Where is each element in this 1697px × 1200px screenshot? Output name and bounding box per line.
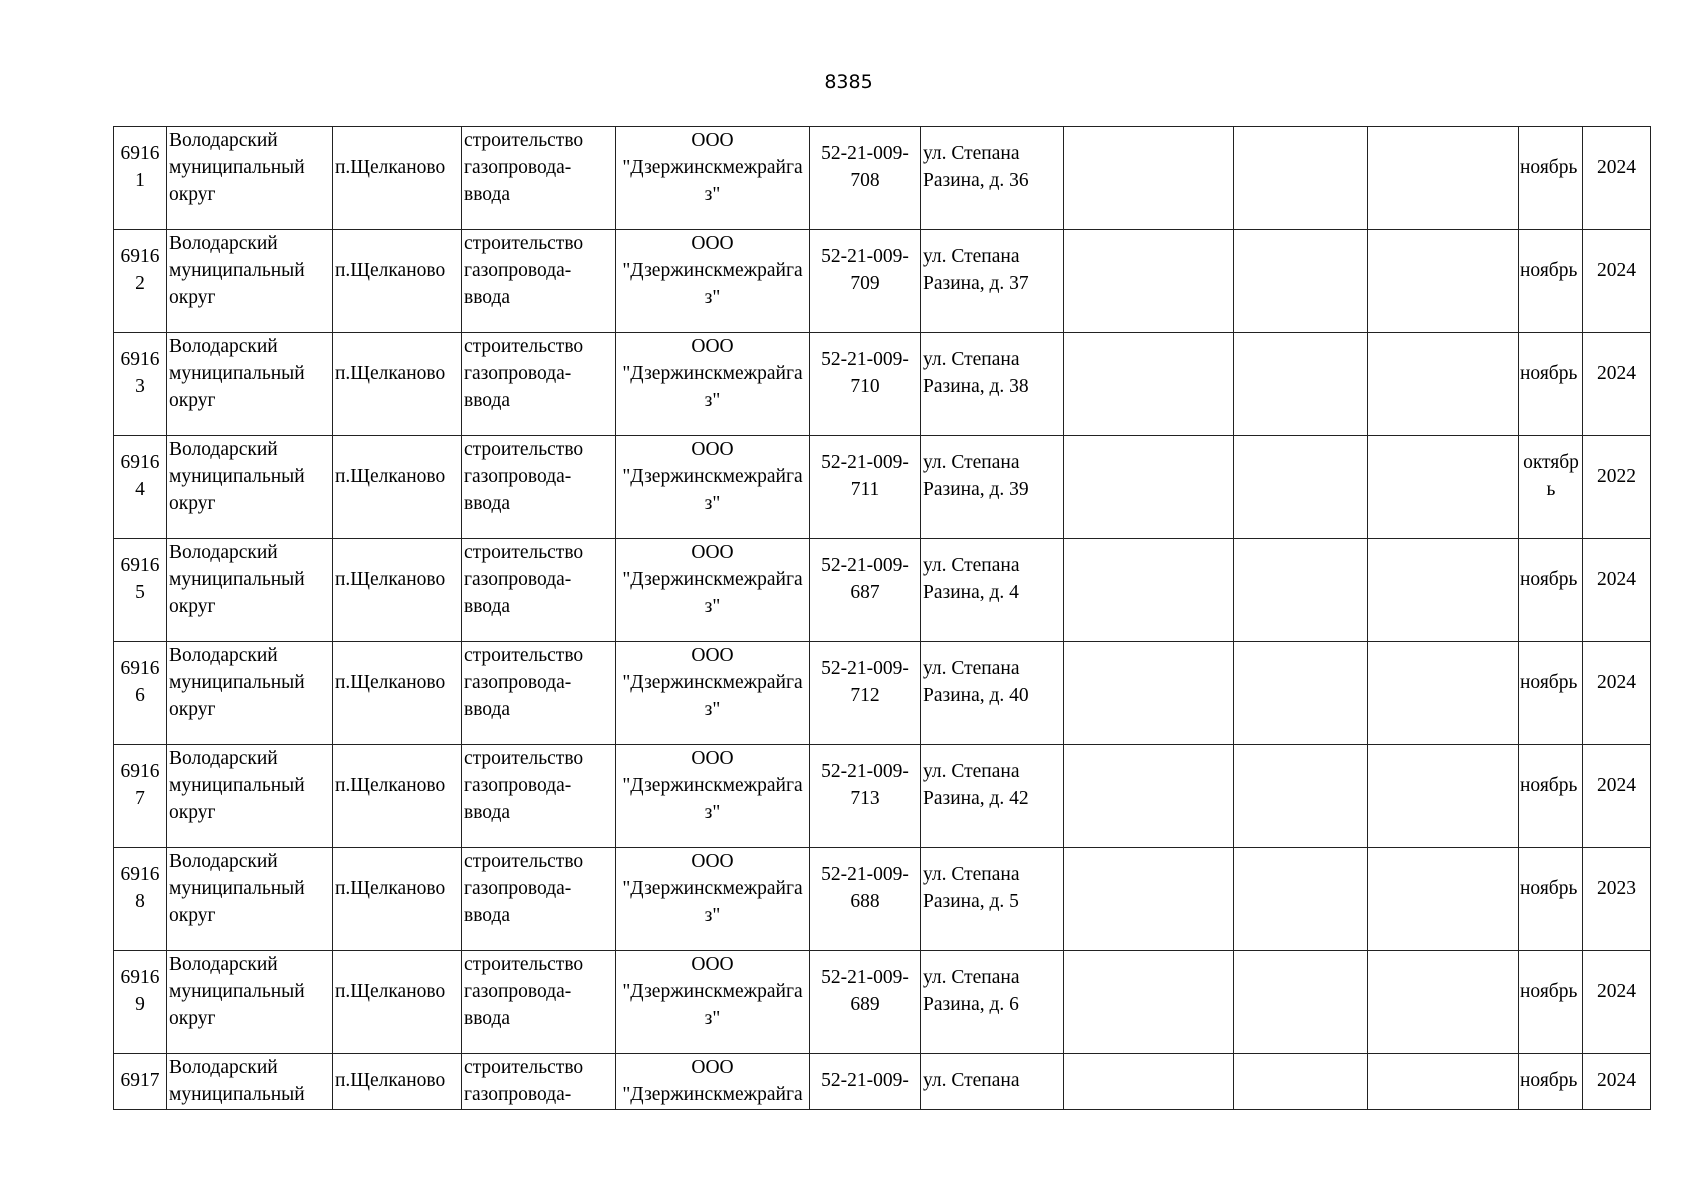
empty-cell — [1234, 333, 1368, 436]
work-type-cell-line: ввода — [464, 493, 511, 514]
year-cell: 2024 — [1583, 1054, 1651, 1110]
address-cell-line: Разина, д. 37 — [923, 273, 1029, 294]
district-cell-line: округ — [169, 390, 216, 411]
object-code-cell-line: 52-21-009- — [821, 864, 909, 885]
address-cell-line: ул. Степана — [923, 246, 1020, 267]
organization-cell-line: з" — [704, 184, 721, 205]
address-cell — [921, 539, 1064, 642]
row-number-cell — [114, 848, 167, 951]
district-cell-line: муниципальный — [169, 981, 305, 1002]
work-type-cell-line: строительство — [464, 130, 584, 151]
month-cell-line: ноябрь — [1520, 981, 1578, 1002]
empty-cell — [1064, 848, 1234, 951]
empty-cell — [1368, 539, 1519, 642]
empty-cell — [1064, 1054, 1234, 1110]
district-cell-line: муниципальный — [169, 878, 305, 899]
address-cell-line: Разина, д. 38 — [923, 376, 1029, 397]
year-cell: 2024 — [1583, 333, 1651, 436]
table-row — [114, 230, 1651, 333]
object-code-cell-line: 52-21-009- — [821, 761, 909, 782]
month-cell — [1519, 1054, 1583, 1110]
organization-cell-line: з" — [704, 802, 721, 823]
month-cell-line: ноябрь — [1520, 569, 1578, 590]
object-code-cell-line: 708 — [850, 170, 880, 191]
year-cell: 2024 — [1583, 230, 1651, 333]
empty-cell — [1368, 230, 1519, 333]
district-cell-line: муниципальный — [169, 569, 305, 590]
empty-cell — [1064, 951, 1234, 1054]
work-type-cell — [462, 436, 616, 539]
organization-cell-line: "Дзержинскмежрайга — [622, 878, 803, 899]
district-cell-line: Володарский — [169, 336, 278, 357]
district-cell — [167, 333, 333, 436]
month-cell-line: ь — [1546, 479, 1556, 500]
district-cell — [167, 745, 333, 848]
row-number-cell-line: 6916 — [120, 143, 160, 164]
year-cell: 2022 — [1583, 436, 1651, 539]
object-code-cell — [810, 642, 921, 745]
object-code-cell-line: 687 — [850, 582, 880, 603]
district-cell — [167, 642, 333, 745]
settlement-cell: п.Щелканово — [333, 436, 462, 539]
empty-cell — [1368, 127, 1519, 230]
settlement-cell: п.Щелканово — [333, 951, 462, 1054]
organization-cell-line: з" — [704, 905, 721, 926]
organization-cell-line: "Дзержинскмежрайга — [622, 981, 803, 1002]
row-number-cell — [114, 539, 167, 642]
district-cell — [167, 127, 333, 230]
object-code-cell-line: 52-21-009- — [821, 1070, 909, 1091]
month-cell-line: ноябрь — [1520, 157, 1578, 178]
object-code-cell — [810, 436, 921, 539]
address-cell — [921, 745, 1064, 848]
empty-cell — [1234, 127, 1368, 230]
address-cell-line: Разина, д. 5 — [923, 891, 1019, 912]
work-type-cell-line: строительство — [464, 645, 584, 666]
work-type-cell-line: строительство — [464, 336, 584, 357]
empty-cell — [1064, 436, 1234, 539]
table-row — [114, 436, 1651, 539]
row-number-cell-line: 6916 — [120, 761, 160, 782]
address-cell — [921, 230, 1064, 333]
work-type-cell-line: газопровода- — [464, 569, 572, 590]
district-cell-line: Володарский — [169, 748, 278, 769]
month-cell — [1519, 127, 1583, 230]
row-number-cell-line: 6916 — [120, 864, 160, 885]
object-code-cell-line: 52-21-009- — [821, 555, 909, 576]
work-type-cell-line: газопровода- — [464, 260, 572, 281]
row-number-cell-line: 6916 — [120, 246, 160, 267]
organization-cell — [616, 642, 810, 745]
organization-cell-line: ООО — [691, 542, 734, 563]
work-type-cell-line: газопровода- — [464, 878, 572, 899]
address-cell-line: Разина, д. 6 — [923, 994, 1019, 1015]
organization-cell — [616, 436, 810, 539]
month-cell-line: ноябрь — [1520, 672, 1578, 693]
year-cell: 2024 — [1583, 642, 1651, 745]
row-number-cell — [114, 333, 167, 436]
month-cell-line: ноябрь — [1520, 878, 1578, 899]
work-type-cell — [462, 848, 616, 951]
address-cell-line: Разина, д. 42 — [923, 788, 1029, 809]
year-cell: 2023 — [1583, 848, 1651, 951]
district-cell-line: округ — [169, 802, 216, 823]
object-code-cell-line: 709 — [850, 273, 880, 294]
work-type-cell — [462, 1054, 616, 1110]
empty-cell — [1234, 230, 1368, 333]
organization-cell — [616, 539, 810, 642]
month-cell — [1519, 230, 1583, 333]
district-cell — [167, 1054, 333, 1110]
row-number-cell-line: 2 — [135, 273, 145, 294]
object-code-cell — [810, 539, 921, 642]
district-cell — [167, 436, 333, 539]
organization-cell — [616, 951, 810, 1054]
table-row — [114, 848, 1651, 951]
row-number-cell-line: 4 — [135, 479, 145, 500]
district-cell-line: округ — [169, 905, 216, 926]
object-code-cell-line: 52-21-009- — [821, 246, 909, 267]
row-number-cell-line: 1 — [135, 170, 145, 191]
organization-cell-line: "Дзержинскмежрайга — [622, 466, 803, 487]
object-code-cell-line: 52-21-009- — [821, 658, 909, 679]
organization-cell — [616, 333, 810, 436]
row-number-cell-line: 6916 — [120, 967, 160, 988]
page-number: 8385 — [824, 71, 873, 93]
district-cell-line: округ — [169, 699, 216, 720]
row-number-cell — [114, 230, 167, 333]
organization-cell-line: "Дзержинскмежрайга — [622, 260, 803, 281]
district-cell-line: Володарский — [169, 439, 278, 460]
address-cell — [921, 848, 1064, 951]
organization-cell — [616, 127, 810, 230]
district-cell-line: округ — [169, 596, 216, 617]
empty-cell — [1234, 1054, 1368, 1110]
settlement-cell: п.Щелканово — [333, 127, 462, 230]
work-type-cell — [462, 539, 616, 642]
work-type-cell — [462, 951, 616, 1054]
work-type-cell-line: газопровода- — [464, 363, 572, 384]
organization-cell-line: з" — [704, 287, 721, 308]
empty-cell — [1368, 642, 1519, 745]
address-cell-line: ул. Степана — [923, 349, 1020, 370]
row-number-cell-line: 6 — [135, 685, 145, 706]
address-cell-line: ул. Степана — [923, 1070, 1020, 1091]
month-cell-line: ноябрь — [1520, 775, 1578, 796]
work-type-cell-line: строительство — [464, 1057, 584, 1078]
object-code-cell-line: 711 — [850, 479, 880, 500]
empty-cell — [1368, 951, 1519, 1054]
month-cell — [1519, 436, 1583, 539]
empty-cell — [1368, 745, 1519, 848]
work-type-cell-line: строительство — [464, 439, 584, 460]
organization-cell-line: "Дзержинскмежрайга — [622, 157, 803, 178]
object-code-cell — [810, 230, 921, 333]
table-row — [114, 1054, 1651, 1110]
district-cell-line: муниципальный — [169, 466, 305, 487]
work-type-cell-line: строительство — [464, 748, 584, 769]
organization-cell-line: з" — [704, 596, 721, 617]
address-cell-line: ул. Степана — [923, 761, 1020, 782]
address-cell — [921, 951, 1064, 1054]
work-type-cell — [462, 642, 616, 745]
organization-cell-line: ООО — [691, 130, 734, 151]
work-type-cell-line: строительство — [464, 233, 584, 254]
district-cell-line: Володарский — [169, 851, 278, 872]
empty-cell — [1234, 745, 1368, 848]
work-type-cell-line: газопровода- — [464, 157, 572, 178]
organization-cell-line: "Дзержинскмежрайга — [622, 363, 803, 384]
row-number-cell-line: 6916 — [120, 452, 160, 473]
work-type-cell-line: ввода — [464, 802, 511, 823]
work-type-cell-line: ввода — [464, 390, 511, 411]
work-type-cell-line: ввода — [464, 699, 511, 720]
empty-cell — [1064, 333, 1234, 436]
work-type-cell-line: газопровода- — [464, 981, 572, 1002]
row-number-cell — [114, 642, 167, 745]
address-cell-line: Разина, д. 40 — [923, 685, 1029, 706]
district-cell-line: округ — [169, 493, 216, 514]
empty-cell — [1234, 848, 1368, 951]
district-cell-line: муниципальный — [169, 363, 305, 384]
row-number-cell-line: 6916 — [120, 555, 160, 576]
empty-cell — [1368, 436, 1519, 539]
organization-cell-line: "Дзержинскмежрайга — [622, 1084, 803, 1105]
object-code-cell — [810, 745, 921, 848]
district-cell-line: округ — [169, 287, 216, 308]
year-cell: 2024 — [1583, 127, 1651, 230]
row-number-cell-line: 6916 — [120, 658, 160, 679]
address-cell-line: ул. Степана — [923, 967, 1020, 988]
table-row — [114, 539, 1651, 642]
district-cell — [167, 539, 333, 642]
month-cell — [1519, 745, 1583, 848]
row-number-cell — [114, 127, 167, 230]
district-cell — [167, 951, 333, 1054]
settlement-cell: п.Щелканово — [333, 333, 462, 436]
settlement-cell: п.Щелканово — [333, 1054, 462, 1110]
organization-cell-line: "Дзержинскмежрайга — [622, 569, 803, 590]
address-cell — [921, 127, 1064, 230]
organization-cell-line: з" — [704, 1008, 721, 1029]
row-number-cell-line: 7 — [135, 788, 145, 809]
organization-cell-line: ООО — [691, 748, 734, 769]
organization-cell-line: ООО — [691, 439, 734, 460]
address-cell — [921, 436, 1064, 539]
month-cell-line: октябр — [1523, 452, 1579, 473]
work-type-cell — [462, 745, 616, 848]
district-cell-line: муниципальный — [169, 672, 305, 693]
organization-cell-line: ООО — [691, 1057, 734, 1078]
organization-cell-line: ООО — [691, 233, 734, 254]
row-number-cell-line: 3 — [135, 376, 145, 397]
month-cell — [1519, 951, 1583, 1054]
object-code-cell-line: 52-21-009- — [821, 452, 909, 473]
row-number-cell — [114, 1054, 167, 1110]
month-cell-line: ноябрь — [1520, 260, 1578, 281]
empty-cell — [1234, 539, 1368, 642]
object-code-cell — [810, 848, 921, 951]
work-type-cell-line: ввода — [464, 287, 511, 308]
district-cell-line: муниципальный — [169, 260, 305, 281]
table-row — [114, 745, 1651, 848]
organization-cell-line: "Дзержинскмежрайга — [622, 775, 803, 796]
month-cell — [1519, 539, 1583, 642]
empty-cell — [1064, 230, 1234, 333]
organization-cell-line: ООО — [691, 954, 734, 975]
row-number-cell — [114, 951, 167, 1054]
organization-cell-line: з" — [704, 493, 721, 514]
address-cell-line: Разина, д. 39 — [923, 479, 1029, 500]
address-cell-line: ул. Степана — [923, 452, 1020, 473]
object-code-cell — [810, 951, 921, 1054]
work-type-cell-line: строительство — [464, 851, 584, 872]
organization-cell-line: ООО — [691, 645, 734, 666]
organization-cell — [616, 230, 810, 333]
empty-cell — [1234, 642, 1368, 745]
district-cell-line: Володарский — [169, 1057, 278, 1078]
row-number-cell — [114, 745, 167, 848]
district-cell-line: муниципальный — [169, 775, 305, 796]
object-code-cell-line: 52-21-009- — [821, 349, 909, 370]
object-code-cell — [810, 1054, 921, 1110]
work-type-cell — [462, 230, 616, 333]
year-cell: 2024 — [1583, 951, 1651, 1054]
table-row — [114, 951, 1651, 1054]
month-cell — [1519, 333, 1583, 436]
registry-table — [113, 126, 1651, 1110]
row-number-cell-line: 6916 — [120, 349, 160, 370]
address-cell — [921, 642, 1064, 745]
row-number-cell-line: 9 — [135, 994, 145, 1015]
district-cell-line: Володарский — [169, 542, 278, 563]
empty-cell — [1064, 127, 1234, 230]
month-cell-line: ноябрь — [1520, 363, 1578, 384]
district-cell — [167, 848, 333, 951]
organization-cell — [616, 1054, 810, 1110]
object-code-cell-line: 710 — [850, 376, 880, 397]
work-type-cell-line: газопровода- — [464, 672, 572, 693]
address-cell-line: ул. Степана — [923, 864, 1020, 885]
work-type-cell-line: ввода — [464, 1008, 511, 1029]
table-row — [114, 333, 1651, 436]
organization-cell-line: ООО — [691, 336, 734, 357]
work-type-cell — [462, 127, 616, 230]
settlement-cell: п.Щелканово — [333, 230, 462, 333]
table-body — [114, 127, 1651, 1110]
organization-cell — [616, 745, 810, 848]
address-cell — [921, 333, 1064, 436]
table-row — [114, 127, 1651, 230]
work-type-cell-line: ввода — [464, 184, 511, 205]
work-type-cell-line: газопровода- — [464, 466, 572, 487]
settlement-cell: п.Щелканово — [333, 848, 462, 951]
work-type-cell-line: ввода — [464, 905, 511, 926]
table-row — [114, 642, 1651, 745]
row-number-cell — [114, 436, 167, 539]
settlement-cell: п.Щелканово — [333, 539, 462, 642]
address-cell-line: Разина, д. 4 — [923, 582, 1019, 603]
address-cell — [921, 1054, 1064, 1110]
empty-cell — [1064, 642, 1234, 745]
organization-cell-line: з" — [704, 699, 721, 720]
organization-cell — [616, 848, 810, 951]
district-cell-line: округ — [169, 1008, 216, 1029]
row-number-cell-line: 6917 — [120, 1070, 160, 1091]
district-cell-line: муниципальный — [169, 1084, 305, 1105]
object-code-cell-line: 712 — [850, 685, 880, 706]
district-cell-line: Володарский — [169, 954, 278, 975]
address-cell-line: Разина, д. 36 — [923, 170, 1029, 191]
work-type-cell-line: строительство — [464, 954, 584, 975]
district-cell-line: муниципальный — [169, 157, 305, 178]
address-cell-line: ул. Степана — [923, 143, 1020, 164]
row-number-cell-line: 8 — [135, 891, 145, 912]
district-cell-line: Володарский — [169, 233, 278, 254]
object-code-cell-line: 52-21-009- — [821, 967, 909, 988]
organization-cell-line: ООО — [691, 851, 734, 872]
empty-cell — [1368, 333, 1519, 436]
empty-cell — [1064, 539, 1234, 642]
object-code-cell-line: 713 — [850, 788, 880, 809]
year-cell: 2024 — [1583, 539, 1651, 642]
settlement-cell: п.Щелканово — [333, 642, 462, 745]
settlement-cell: п.Щелканово — [333, 745, 462, 848]
address-cell-line: ул. Степана — [923, 658, 1020, 679]
object-code-cell — [810, 333, 921, 436]
empty-cell — [1368, 1054, 1519, 1110]
month-cell-line: ноябрь — [1520, 1070, 1578, 1091]
organization-cell-line: з" — [704, 390, 721, 411]
empty-cell — [1368, 848, 1519, 951]
district-cell — [167, 230, 333, 333]
year-cell: 2024 — [1583, 745, 1651, 848]
empty-cell — [1064, 745, 1234, 848]
month-cell — [1519, 848, 1583, 951]
work-type-cell-line: газопровода- — [464, 775, 572, 796]
object-code-cell — [810, 127, 921, 230]
work-type-cell — [462, 333, 616, 436]
district-cell-line: Володарский — [169, 130, 278, 151]
month-cell — [1519, 642, 1583, 745]
object-code-cell-line: 688 — [850, 891, 880, 912]
address-cell-line: ул. Степана — [923, 555, 1020, 576]
row-number-cell-line: 5 — [135, 582, 145, 603]
object-code-cell-line: 689 — [850, 994, 880, 1015]
work-type-cell-line: строительство — [464, 542, 584, 563]
empty-cell — [1234, 436, 1368, 539]
work-type-cell-line: газопровода- — [464, 1084, 572, 1105]
work-type-cell-line: ввода — [464, 596, 511, 617]
district-cell-line: округ — [169, 184, 216, 205]
district-cell-line: Володарский — [169, 645, 278, 666]
object-code-cell-line: 52-21-009- — [821, 143, 909, 164]
organization-cell-line: "Дзержинскмежрайга — [622, 672, 803, 693]
empty-cell — [1234, 951, 1368, 1054]
